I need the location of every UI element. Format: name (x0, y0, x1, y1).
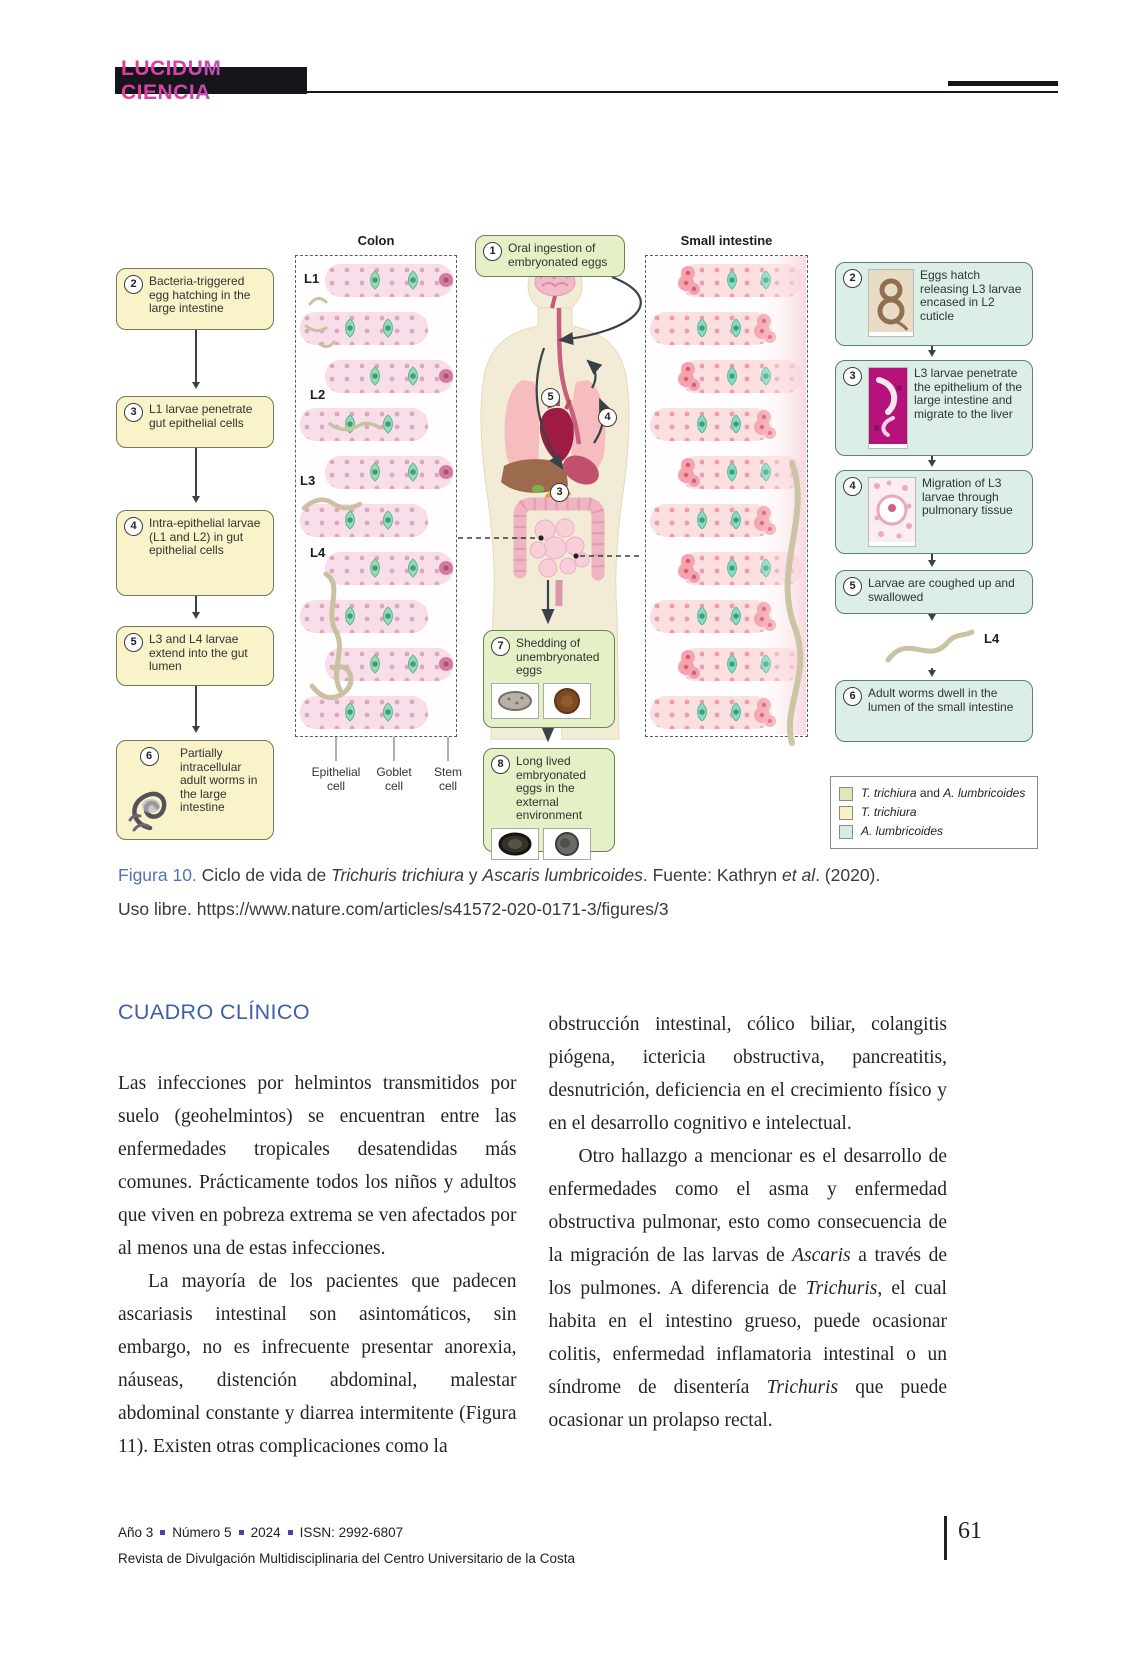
pulmonary-tissue-micrograph (868, 477, 916, 547)
step-number: 6 (843, 687, 862, 706)
article-body (118, 996, 947, 1463)
egg-images (491, 683, 591, 719)
legend-item (839, 784, 1029, 803)
step-text: Larvae are coughed up and swallowed (868, 576, 1015, 604)
dark-round-egg-image (543, 828, 591, 860)
brand-title: LUCIDUM CIENCIA (121, 57, 307, 105)
step-text: Oral ingestion of embryonated eggs (508, 241, 608, 269)
larvae-micrograph (868, 269, 914, 337)
l4-larva-illustration (882, 622, 978, 668)
step-box-ascaris-3 (835, 360, 1033, 456)
step-text: Intra-epithelial larvae (L1 and L2) in gut epithelial cells (149, 516, 261, 557)
step-number: 4 (843, 477, 862, 496)
goblet-cell-label: Goblet cell (376, 765, 412, 793)
header-rule-thick (948, 81, 1058, 86)
footer-issue-line (118, 1520, 575, 1546)
arrow-down (931, 346, 933, 354)
arrow-down (931, 554, 933, 564)
larva-label-l3: L3 (300, 473, 316, 488)
step-text: Migration of L3 larvae through pulmonary tissue (922, 476, 1013, 517)
figure-caption (118, 858, 986, 926)
step-box-ascaris-6 (835, 680, 1033, 742)
colon-panel-title: Colon (357, 233, 395, 248)
step-box-trichiura-4 (116, 510, 274, 596)
step-number: 6 (140, 747, 159, 766)
l4-label: L4 (984, 631, 1000, 646)
step-number: 4 (124, 517, 143, 536)
small-intestine-panel-title: Small intestine (680, 233, 773, 248)
body-step-3: 3 (550, 483, 569, 502)
step-number: 3 (843, 367, 862, 386)
step-box-trichiura-2 (116, 268, 274, 330)
figure-lifecycle-diagram (112, 228, 1040, 856)
step-number: 8 (491, 755, 510, 774)
step-box-ascaris-4 (835, 470, 1033, 554)
page-footer (118, 1520, 575, 1572)
legend-swatch-trichiura (839, 806, 853, 820)
paragraph: obstrucción intestinal, cólico biliar, colangitis piógena, ictericia obstructiva, pancreatitis, desnutrición, deficiencia en el crecimiento físico y en el desarrollo cognitivo e intelectual. (548, 1014, 947, 1134)
egg-images (491, 828, 591, 860)
step-text: Long lived embryonated eggs in the external environment (516, 754, 587, 822)
footer-year: Año 3 (118, 1525, 154, 1540)
footer-issn: ISSN: 2992-6807 (299, 1525, 404, 1540)
step-box-trichiura-3 (116, 396, 274, 448)
footer-date: 2024 (250, 1525, 281, 1540)
step-text: Eggs hatch releasing L3 larvae encased in L2 cuticle (920, 268, 1022, 323)
step-text: Bacteria-triggered egg hatching in the large intestine (149, 274, 251, 315)
arrow-down (931, 456, 933, 464)
footer-number: Número 5 (172, 1525, 232, 1540)
embryonated-egg-image (491, 828, 539, 860)
step-number: 2 (124, 275, 143, 294)
header-rule (307, 91, 1058, 93)
larva-label-l1: L1 (304, 271, 320, 286)
step-text: Partially intracellular adult worms in the large intestine (180, 746, 258, 814)
larva-label-l4: L4 (310, 545, 326, 560)
arrow-down (195, 686, 197, 730)
legend-swatch-both (839, 787, 853, 801)
arrow-down (195, 596, 197, 616)
paragraph: La mayoría de los pacientes que padecen ascariasis intestinal son asintomáticos, sin embargo, no es infrecuente presentar anorexia, náuseas, distención abdominal, malestar abdominal constante y diarrea intermitente (Figura 11). Existen otras complicaciones como la (118, 1271, 517, 1457)
epithelial-cell-label: Epithelial cell (311, 765, 361, 793)
page-number-divider (944, 1516, 947, 1560)
arrow-down (195, 330, 197, 386)
step-text: L3 and L4 larvae extend into the gut lumen (149, 632, 248, 673)
column-right (549, 996, 948, 1463)
step-text: L1 larvae penetrate gut epithelial cells (149, 402, 253, 430)
legend-swatch-lumbricoides (839, 825, 853, 839)
figure-caption-line1: Figura 10. Ciclo de vida de Trichuris trichiura y Ascaris lumbricoides. Fuente: Kathryn et al. (2020). (118, 865, 881, 885)
arrow-down (931, 668, 933, 674)
legend-label: T. trichiura (861, 804, 917, 819)
stem-cell-label: Stem cell (433, 765, 462, 793)
round-egg-image (543, 683, 591, 719)
paragraph: Las infecciones por helmintos transmitidos por suelo (geohelmintos) se encuentran entre las enfermedades tropicales desatendidas más comunes. Prácticamente todos los niños y adultos que viven en pobreza extrema se ven afectados por al menos una de estas infecciones. (118, 1073, 517, 1259)
figure-legend (830, 776, 1038, 849)
brand-banner (115, 56, 307, 104)
footer-journal-name: Revista de Divulgación Multidisciplinaria del Centro Universitario de la Costa (118, 1551, 575, 1566)
legend-label: A. lumbricoides (861, 823, 944, 838)
separator-square (239, 1530, 244, 1535)
histology-micrograph-magenta (868, 367, 908, 449)
step-text: Shedding of unembryonated eggs (516, 636, 600, 677)
step-text: Adult worms dwell in the lumen of the small intestine (868, 686, 1014, 714)
section-heading: CUADRO CLÍNICO (118, 1000, 310, 1024)
paragraph: Otro hallazgo a mencionar es el desarrollo de enfermedades como el asma y enfermedad obstructiva pulmonar, esto como consecuencia de la migración de las larvas de Ascaris a través de los pulmones. A diferencia de Trichuris, el cual habita en el intestino grueso, puede ocasionar colitis, enfermedad inflamatoria intestinal o un síndrome de disentería Trichuris que puede ocasionar un prolapso rectal. (548, 1146, 947, 1431)
step-box-oral-ingestion (475, 235, 625, 277)
legend-label: T. trichiura and A. lumbricoides (861, 785, 1026, 800)
unembryonated-egg-image (491, 683, 539, 719)
step-number: 5 (124, 633, 143, 652)
colon-epithelium-illustration (296, 256, 455, 735)
legend-item (839, 822, 1029, 841)
colon-panel (295, 255, 457, 737)
step-box-shedding-eggs (483, 630, 615, 728)
arrow-down (931, 614, 933, 618)
step-text: L3 larvae penetrate the epithelium of the large intestine and migrate to the liver (914, 366, 1023, 421)
step-number: 1 (483, 242, 502, 261)
larva-label-l2: L2 (310, 387, 326, 402)
step-number: 2 (843, 269, 862, 288)
page-number: 61 (958, 1518, 982, 1544)
step-box-ascaris-5 (835, 570, 1033, 614)
step-number: 5 (843, 577, 862, 596)
legend-item (839, 803, 1029, 822)
step-box-trichiura-5 (116, 626, 274, 686)
adult-worm-illustration (124, 768, 174, 834)
separator-square (160, 1530, 165, 1535)
separator-square (288, 1530, 293, 1535)
ascaris-worm-illustration (767, 458, 817, 748)
step-number: 3 (124, 403, 143, 422)
body-step-5: 5 (541, 388, 560, 407)
step-box-ascaris-2 (835, 262, 1033, 346)
step-number: 7 (491, 637, 510, 656)
step-box-trichiura-6 (116, 740, 274, 840)
body-step-4: 4 (598, 408, 617, 427)
step-box-longlived-eggs (483, 748, 615, 852)
column-left (118, 996, 517, 1463)
arrow-down (195, 448, 197, 500)
figure-caption-url: Uso libre. https://www.nature.com/articles/s41572-020-0171-3/figures/3 (118, 899, 669, 919)
